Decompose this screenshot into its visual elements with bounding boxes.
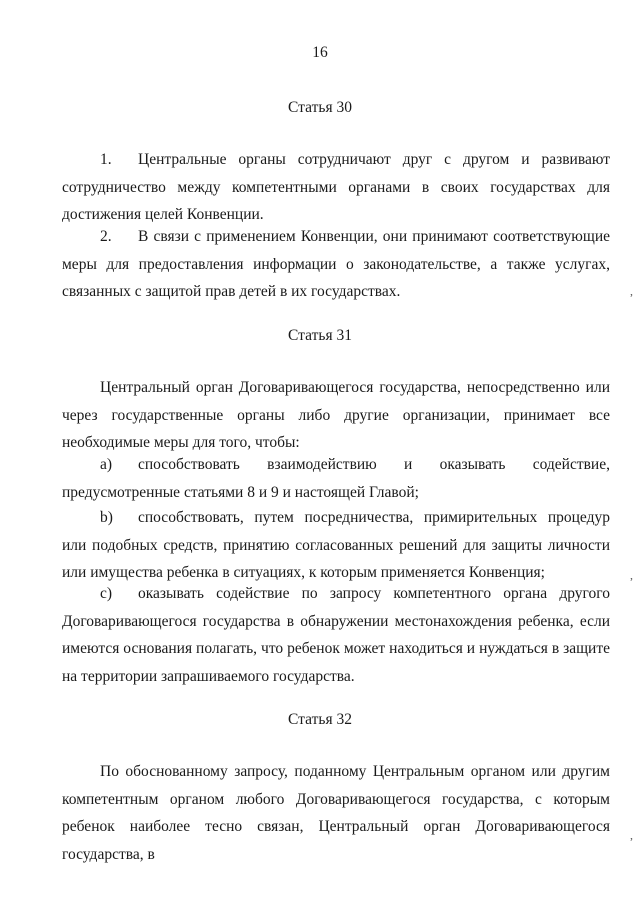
article-32-title: Статья 32 [288,711,352,728]
article-31-item-a [62,451,610,506]
item-label: c) [100,585,113,602]
article-30-paragraph-1 [62,146,610,229]
item-label: b) [100,509,113,526]
paragraph-number: 2. [100,228,112,245]
paragraph-text: Центральный орган Договаривающегося государства, непосредственно или через государственные органы либо другие организации, принимает все необходимые меры для того, чтобы: [62,379,610,451]
article-31-item-b [62,504,610,587]
article-31-intro [62,374,610,457]
paragraph-number: 1. [100,151,112,168]
paragraph-text: Центральные органы сотрудничают друг с другом и развивают сотрудничество между компетентными органами в своих государствах для достижения целей Конвенции. [62,151,610,223]
item-text: способствовать, путем посредничества, примирительных процедур или подобных средств, принятию согласованных решений для защиты личности или имущества ребенка в ситуациях, к которым применяется Конвенция; [62,509,610,581]
article-30-paragraph-2 [62,223,610,306]
article-31-title: Статья 31 [288,327,352,344]
page-number: 16 [312,44,328,61]
article-30-title: Статья 30 [288,99,352,116]
scan-speck: , [630,284,633,298]
scan-speck: , [630,568,633,582]
paragraph-text: По обоснованному запросу, поданному Центральным органом или другим компетентным органом любого Договаривающегося государства, с которым ребенок наиболее тесно связан, Центральный орган Договаривающегося государства, в [62,763,610,863]
item-label: a) [100,456,113,473]
article-32-paragraph [62,758,610,868]
item-text: способствовать взаимодействию и оказывать содействие, предусмотренные статьями 8 и 9 и настоящей Главой; [62,456,610,501]
scan-speck: , [630,828,633,842]
article-31-item-c [62,580,610,690]
paragraph-text: В связи с применением Конвенции, они принимают соответствующие меры для предоставления информации о законодательстве, а также услугах, связанных с защитой прав детей в их государствах. [62,228,610,300]
item-text: оказывать содействие по запросу компетентного органа другого Договаривающегося государства в обнаружении местонахождения ребенка, если имеются основания полагать, что ребенок может находиться и нуждаться в защите на территории запрашиваемого государства. [62,585,610,685]
